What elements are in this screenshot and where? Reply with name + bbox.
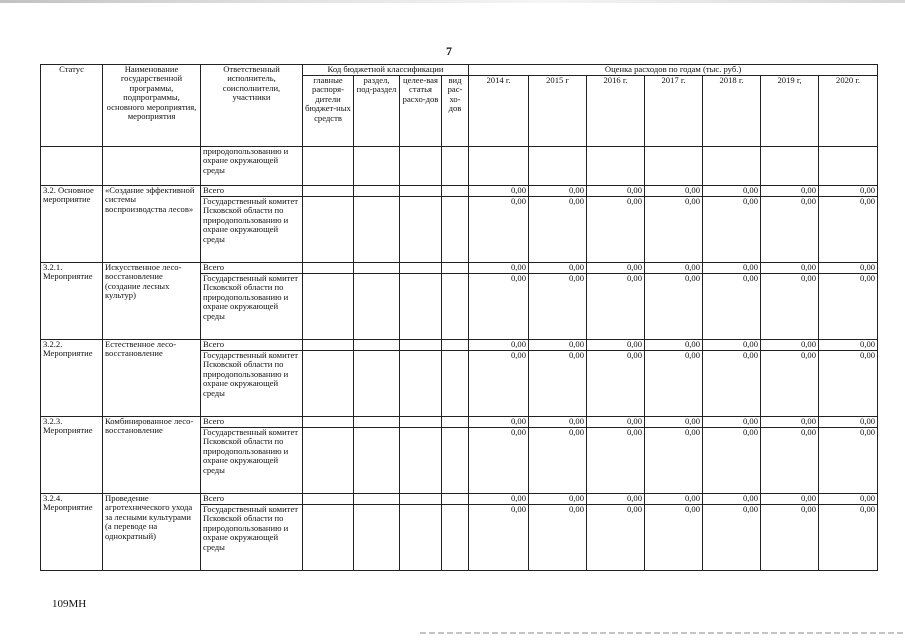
value-cell: 0,00 [469,428,529,494]
value-cell: 0,00 [469,274,529,340]
header-status: Статус [41,65,103,147]
status-cell: 3.2.1. Мероприятие [41,263,103,340]
value-cell: 0,00 [703,505,761,571]
scan-edge-top [0,0,905,3]
value-cell: 0,00 [761,351,819,417]
table-row-total [41,340,878,351]
executor-cell: Государственный комитет Псковской области по природопользованию и охране окружающей среды [201,505,303,571]
table-row-total [41,263,878,274]
value-cell: 0,00 [819,340,878,351]
header-year: 2015 г [529,76,587,147]
scan-edge-bottom [420,632,905,634]
value-cell: 0,00 [761,186,819,197]
value-cell: 0,00 [587,494,645,505]
total-label: Всего [201,186,303,197]
value-cell: 0,00 [469,186,529,197]
header-year: 2016 г. [587,76,645,147]
header-year: 2014 г. [469,76,529,147]
value-cell: 0,00 [703,494,761,505]
value-cell: 0,00 [761,505,819,571]
value-cell: 0,00 [703,274,761,340]
value-cell: 0,00 [761,263,819,274]
value-cell: 0,00 [469,505,529,571]
value-cell: 0,00 [645,417,703,428]
status-cell: 3.2.3. Мероприятие [41,417,103,494]
table-row-total [41,186,878,197]
blank-cell [41,147,103,186]
name-cell: Проведение агротехнического ухода за лесными культурами (а переводе на однократный) [103,494,201,571]
value-cell: 0,00 [469,494,529,505]
executor-cell: Государственный комитет Псковской области по природопользованию и охране окружающей среды [201,274,303,340]
value-cell: 0,00 [703,186,761,197]
value-cell: 0,00 [645,186,703,197]
name-cell: «Создание эффективной системы воспроизводства лесов» [103,186,201,263]
value-cell: 0,00 [469,351,529,417]
value-cell: 0,00 [761,428,819,494]
value-cell: 0,00 [819,417,878,428]
executor-cell: Государственный комитет Псковской области по природопользованию и охране окружающей среды [201,197,303,263]
header-budget-code: вид рас-хо-дов [442,76,469,147]
value-cell: 0,00 [529,428,587,494]
header-year: 2018 г. [703,76,761,147]
executor-cell: Государственный комитет Псковской области по природопользованию и охране окружающей среды [201,428,303,494]
value-cell: 0,00 [703,263,761,274]
name-cell: Искусственное лесо-восстановление (создание лесных культур) [103,263,201,340]
footer-code: 109МН [52,598,87,610]
total-label: Всего [201,340,303,351]
status-cell: 3.2.2. Мероприятие [41,340,103,417]
value-cell: 0,00 [587,417,645,428]
name-cell: Естественное лесо-восстановление [103,340,201,417]
value-cell: 0,00 [819,428,878,494]
value-cell: 0,00 [587,197,645,263]
header-budget-code-group: Код бюджетной классификации [303,65,469,76]
value-cell: 0,00 [703,417,761,428]
value-cell: 0,00 [819,505,878,571]
value-cell: 0,00 [645,197,703,263]
value-cell: 0,00 [703,351,761,417]
budget-table [40,64,878,571]
status-cell: 3.2. Основное мероприятие [41,186,103,263]
value-cell: 0,00 [645,494,703,505]
value-cell: 0,00 [587,263,645,274]
value-cell: 0,00 [761,494,819,505]
value-cell: 0,00 [761,417,819,428]
value-cell: 0,00 [761,197,819,263]
value-cell: 0,00 [529,351,587,417]
value-cell: 0,00 [645,274,703,340]
value-cell: 0,00 [819,494,878,505]
value-cell: 0,00 [645,505,703,571]
total-label: Всего [201,263,303,274]
status-cell: 3.2.4. Мероприятие [41,494,103,571]
value-cell: 0,00 [761,340,819,351]
value-cell: 0,00 [587,274,645,340]
table-row-total [41,494,878,505]
continuation-row [41,147,878,186]
total-label: Всего [201,494,303,505]
value-cell: 0,00 [529,197,587,263]
header-executor: Ответственный исполнитель, соисполнители, участники [201,65,303,147]
value-cell: 0,00 [469,197,529,263]
value-cell: 0,00 [703,340,761,351]
header-budget-code: раздел, под-раздел [354,76,400,147]
value-cell: 0,00 [529,186,587,197]
value-cell: 0,00 [587,428,645,494]
executor-cell: Государственный комитет Псковской области по природопользованию и охране окружающей среды [201,351,303,417]
page-number: 7 [446,44,452,58]
executor-cell: природопользованию и охране окружающей среды [201,147,303,186]
value-cell: 0,00 [819,274,878,340]
value-cell: 0,00 [819,197,878,263]
value-cell: 0,00 [529,263,587,274]
value-cell: 0,00 [819,186,878,197]
total-label: Всего [201,417,303,428]
value-cell: 0,00 [587,340,645,351]
header-years-group: Оценка расходов по годам (тыс. руб.) [469,65,878,76]
value-cell: 0,00 [469,417,529,428]
value-cell: 0,00 [645,263,703,274]
header-budget-code: целее-вая статья расхо-дов [400,76,442,147]
header-year: 2017 г. [645,76,703,147]
value-cell: 0,00 [529,274,587,340]
value-cell: 0,00 [761,274,819,340]
name-cell: Комбинированное лесо-восстановление [103,417,201,494]
value-cell: 0,00 [645,428,703,494]
value-cell: 0,00 [587,351,645,417]
value-cell: 0,00 [529,505,587,571]
header-budget-code: главные распоря-дители бюджет-ных средств [303,76,354,147]
header-name: Наименование государственной программы, подпрограммы, основного мероприятия, мероприятия [103,65,201,147]
header-year: 2020 г. [819,76,878,147]
value-cell: 0,00 [819,263,878,274]
value-cell: 0,00 [645,340,703,351]
blank-cell [103,147,201,186]
value-cell: 0,00 [529,417,587,428]
value-cell: 0,00 [645,351,703,417]
value-cell: 0,00 [587,186,645,197]
table-row-total [41,417,878,428]
header-year: 2019 г, [761,76,819,147]
value-cell: 0,00 [703,428,761,494]
value-cell: 0,00 [469,340,529,351]
value-cell: 0,00 [703,197,761,263]
value-cell: 0,00 [587,505,645,571]
value-cell: 0,00 [819,351,878,417]
value-cell: 0,00 [469,263,529,274]
value-cell: 0,00 [529,494,587,505]
header-row-1 [41,65,878,76]
value-cell: 0,00 [529,340,587,351]
